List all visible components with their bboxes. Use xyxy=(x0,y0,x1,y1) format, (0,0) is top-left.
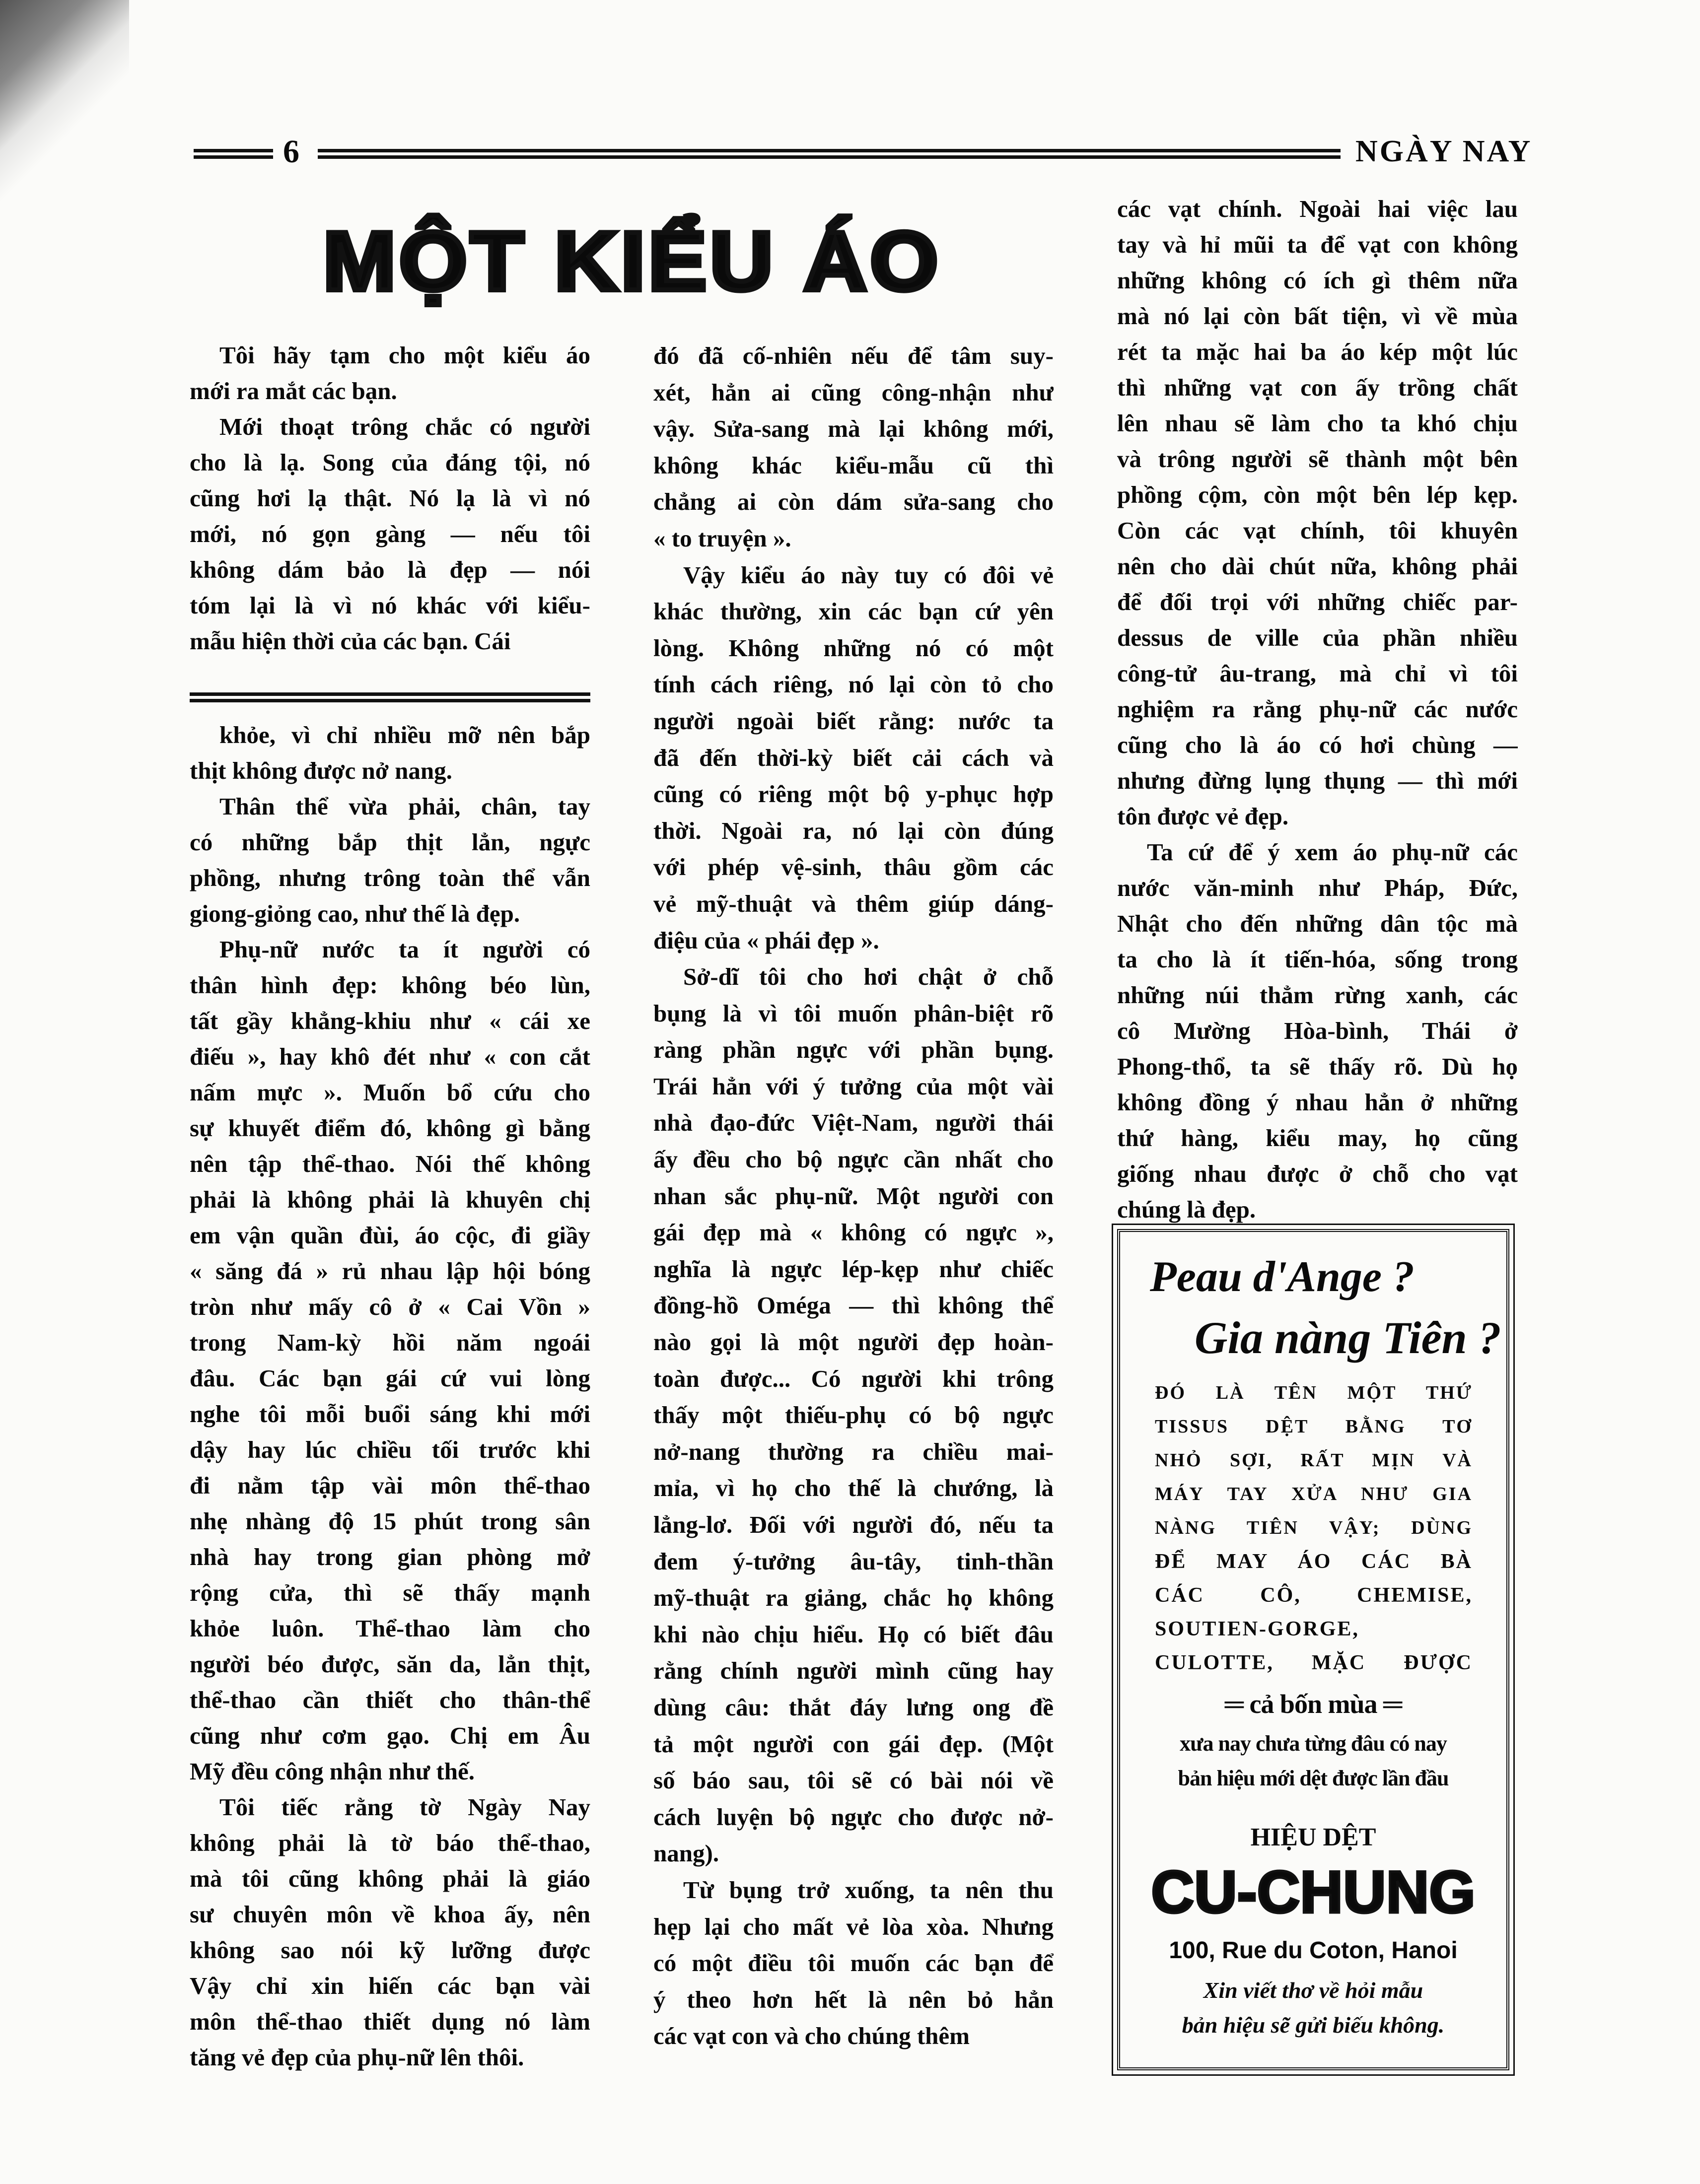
text-line: số báo sau, tôi sẽ có bài nói về xyxy=(653,1767,1054,1794)
text-line: vậy. Sửa-sang mà lại không mới, xyxy=(653,415,1054,443)
text-line: với phép vệ-sinh, thâu gồm các xyxy=(653,853,1054,881)
text-line: khỏe luôn. Thể-thao làm cho xyxy=(190,1615,590,1642)
ad-note-2: bản hiệu sẽ gửi biếu không. xyxy=(1182,2012,1445,2038)
text-line: mỉa, vì họ cho thế là chướng, là xyxy=(653,1474,1054,1502)
text-line: phồng cộm, còn một bên lép kẹp. xyxy=(1117,481,1518,508)
text-line: Còn các vạt chính, tôi khuyên xyxy=(1117,517,1518,544)
text-line: không đồng ý nhau hẳn ở những xyxy=(1117,1089,1518,1116)
text-line: rộng cửa, thì sẽ thấy mạnh xyxy=(190,1579,590,1606)
text-line: nghiệm ra rằng phụ-nữ các nước xyxy=(1117,695,1518,723)
text-line: toàn được... Có người khi trông xyxy=(653,1365,1054,1392)
text-line: chúng là đẹp. xyxy=(1117,1196,1256,1223)
ad-body-line: CULOTTE, MẶC ĐƯỢC xyxy=(1155,1651,1473,1674)
text-line: Sở-dĩ tôi cho hơi chật ở chỗ xyxy=(683,963,1054,991)
text-line: ấy đều cho bộ ngực cần nhất cho xyxy=(653,1146,1054,1173)
text-line: chẳng ai còn dám sửa-sang cho xyxy=(653,488,1054,516)
text-line: lẳng-lơ. Đối với người đó, nếu ta xyxy=(653,1511,1054,1538)
text-line: nhà hay trong gian phòng mở xyxy=(190,1543,590,1570)
text-line: cách luyện bộ ngực cho được nở- xyxy=(653,1803,1054,1831)
text-line: không dám bảo là đẹp — nói xyxy=(190,556,590,583)
text-line: không sao nói kỹ lưỡng được xyxy=(190,1936,590,1964)
text-line: gái đẹp mà « không có ngực », xyxy=(653,1219,1054,1246)
text-line: Phụ-nữ nước ta ít người có xyxy=(219,936,590,963)
text-line: mẫu hiện thời của các bạn. Cái xyxy=(190,627,511,655)
text-line: thời. Ngoài ra, nó lại còn đúng xyxy=(653,817,1054,844)
text-line: Mỹ đều công nhận như thế. xyxy=(190,1758,475,1785)
text-line: không phải là tờ báo thể-thao, xyxy=(190,1829,590,1856)
text-line: các vạt chính. Ngoài hai việc lau xyxy=(1117,195,1518,222)
ad-body-line: CÁC CÔ, CHEMISE, xyxy=(1155,1584,1473,1607)
text-line: thấy một thiếu-phụ có bộ ngực xyxy=(653,1401,1054,1429)
text-line: em vận quần đùi, áo cộc, đi giầy xyxy=(190,1222,590,1249)
text-line: cho là lạ. Song của đáng tội, nó xyxy=(190,449,590,476)
text-line: cũng như cơm gạo. Chị em Âu xyxy=(190,1722,590,1749)
text-line: « săng đá » rủ nhau lập hội bóng xyxy=(190,1257,590,1285)
text-line: xét, hẳn ai cũng công-nhận như xyxy=(653,378,1054,406)
header-rule-left xyxy=(194,149,273,159)
text-line: không khác kiểu-mẫu cũ thì xyxy=(653,451,1054,479)
text-line: Vậy chỉ xin hiến các bạn vài xyxy=(190,1972,590,1999)
column-divider-rule xyxy=(190,692,590,702)
text-line: phồng, nhưng trông toàn thể vẫn xyxy=(190,864,590,891)
text-line: công-tử âu-trang, mà chỉ vì tôi xyxy=(1117,660,1518,687)
advertisement-box xyxy=(1117,1229,1509,2070)
text-line: nang). xyxy=(653,1840,719,1867)
text-line: Mới thoạt trông chắc có người xyxy=(219,413,590,440)
text-line: khỏe, vì chỉ nhiều mỡ nên bắp xyxy=(219,721,590,749)
text-line: đồng-hồ Oméga — thì không thể xyxy=(653,1292,1054,1319)
ad-body-line: SOUTIEN-GORGE, xyxy=(1155,1618,1359,1640)
paragraph xyxy=(190,789,590,932)
ad-address: 100, Rue du Coton, Hanoi xyxy=(1169,1937,1458,1964)
text-line: Phong-thổ, ta sẽ thấy rõ. Dù họ xyxy=(1117,1053,1518,1080)
text-line: mà tôi cũng không phải là giáo xyxy=(190,1865,590,1892)
text-line: trong Nam-kỳ hồi năm ngoái xyxy=(190,1329,590,1356)
text-line: thể-thao cần thiết cho thân-thể xyxy=(190,1686,590,1713)
text-line: sư chuyên môn về khoa ấy, nên xyxy=(190,1901,590,1928)
text-line: nấm mực ». Muốn bổ cứu cho xyxy=(190,1079,590,1106)
text-line: dậy hay lúc chiều tối trước khi xyxy=(190,1436,590,1463)
page-number: 6 xyxy=(283,134,299,170)
ad-brand: CU-CHUNG xyxy=(1151,1859,1476,1925)
text-line: lòng. Không những nó có một xyxy=(653,634,1054,662)
text-line: thứ hàng, kiểu may, họ cũng xyxy=(1117,1124,1518,1152)
text-line: Từ bụng trở xuống, ta nên thu xyxy=(683,1876,1054,1904)
text-line: tất gầy khẳng-khiu như « cái xe xyxy=(190,1007,590,1034)
text-line: nào gọi là một người đẹp hoàn- xyxy=(653,1328,1054,1356)
text-line: nên cho dài chút nữa, không phải xyxy=(1117,552,1518,580)
text-line: mới, nó gọn gàng — nếu tôi xyxy=(190,520,590,547)
text-line: để đối trọi với những chiếc par- xyxy=(1117,588,1518,615)
text-line: và trông người sẽ thành một bên xyxy=(1117,445,1518,473)
text-line: Trái hẳn với ý tưởng của một vài xyxy=(653,1072,1054,1100)
text-line: cô Mường Hòa-bình, Thái ở xyxy=(1117,1017,1518,1044)
text-line: những núi thẳm rừng xanh, các xyxy=(1117,981,1518,1009)
text-line: Tôi tiếc rằng tờ Ngày Nay xyxy=(219,1793,590,1821)
text-line: đâu. Các bạn gái cứ vui lòng xyxy=(190,1365,590,1392)
paragraph xyxy=(1117,191,1518,834)
text-line: nhẹ nhàng độ 15 phút trong sân xyxy=(190,1507,590,1535)
text-line: nước văn-minh như Pháp, Đức, xyxy=(1117,874,1518,901)
text-line: bụng là vì tôi muốn phân-biệt rõ xyxy=(653,999,1054,1027)
text-line: khác thường, xin các bạn cứ yên xyxy=(653,598,1054,625)
ad-shop-label: HIỆU DỆT xyxy=(1250,1823,1376,1851)
paragraph xyxy=(190,1789,590,2075)
text-line: các vạt con và cho chúng thêm xyxy=(653,2022,970,2050)
text-line: đem ý-tưởng âu-tây, tinh-thần xyxy=(653,1547,1054,1575)
article-column-3 xyxy=(1117,191,1518,1228)
text-line: có những bắp thịt lẳn, ngực xyxy=(190,828,590,856)
text-line: nở-nang thường ra chiều mai- xyxy=(653,1437,1054,1465)
text-line: người ngoài biết rằng: nước ta xyxy=(653,707,1054,735)
paragraph xyxy=(653,557,1054,959)
text-line: đó đã cố-nhiên nếu để tâm suy- xyxy=(653,342,1054,369)
text-line: ta cho là ít tiến-hóa, sống trong xyxy=(1117,946,1518,973)
text-line: giong-giỏng cao, như thế là đẹp. xyxy=(190,900,520,927)
text-line: nghe tôi mỗi buổi sáng khi mới xyxy=(190,1400,590,1428)
ad-body-line: ĐÓ LÀ TÊN MỘT THỨ xyxy=(1155,1382,1473,1403)
text-line: ý theo hơn hết là nên bỏ hẳn xyxy=(653,1985,1054,2013)
text-line: ràng phần ngực với phần bụng. xyxy=(653,1036,1054,1064)
text-line: tóm lại là vì nó khác với kiểu- xyxy=(190,592,590,619)
ad-body-line: NHỎ SỢI, RẤT MỊN VÀ xyxy=(1155,1450,1473,1471)
text-line: hẹp lại cho mất vẻ lòa xòa. Nhưng xyxy=(653,1912,1054,1940)
ad-tagline-1: xưa nay chưa từng đâu có nay xyxy=(1180,1731,1447,1756)
text-line: mới ra mắt các bạn. xyxy=(190,377,397,405)
publication-name: NGÀY NAY xyxy=(1355,135,1533,168)
text-line: tròn như mấy cô ở « Cai Vồn » xyxy=(190,1293,590,1320)
paragraph xyxy=(190,932,590,1789)
text-line: phải là không phải là khuyên chị xyxy=(190,1186,590,1213)
text-line: cũng có riêng một bộ y-phục hợp xyxy=(653,780,1054,808)
text-line: đi nằm tập vài môn thể-thao xyxy=(190,1472,590,1499)
text-line: lên nhau sẽ làm cho ta khó chịu xyxy=(1117,410,1518,437)
text-line: « to truyện ». xyxy=(653,524,791,552)
text-line: cũng cho là áo có hơi chùng — xyxy=(1117,731,1518,758)
text-line: tính cách riêng, nó lại còn tỏ cho xyxy=(653,671,1054,698)
text-line: thân hình đẹp: không béo lùn, xyxy=(190,971,590,999)
text-line: giống nhau được ở chỗ cho vạt xyxy=(1117,1160,1518,1187)
text-line: điệu của « phái đẹp ». xyxy=(653,926,879,954)
paragraph xyxy=(653,1872,1054,2054)
text-line: nhà đạo-đức Việt-Nam, người thái xyxy=(653,1109,1054,1137)
text-line: vẻ mỹ-thuật và thêm giúp dáng- xyxy=(653,889,1054,917)
text-line: Nhật cho đến những dân tộc mà xyxy=(1117,910,1518,937)
text-line: nghĩa là ngực lép-kẹp như chiếc xyxy=(653,1255,1054,1283)
text-line: tả một người con gái đẹp. (Một xyxy=(653,1730,1054,1758)
text-line: mà nó lại còn bất tiện, vì về mùa xyxy=(1117,302,1518,330)
text-line: rằng chính người mình cũng hay xyxy=(653,1657,1054,1685)
text-line: tay và hỉ mũi ta để vạt con không xyxy=(1117,231,1518,258)
text-line: nên tập thể-thao. Nói thế không xyxy=(190,1150,590,1177)
text-line: những không có ích gì thêm nữa xyxy=(1117,267,1518,294)
ad-note-1: Xin viết thơ về hỏi mẫu xyxy=(1203,1978,1423,2003)
text-line: thì những vạt con ấy trồng chất xyxy=(1117,374,1518,401)
ad-body-line: TISSUS DỆT BẰNG TƠ xyxy=(1155,1416,1473,1437)
paragraph xyxy=(653,958,1054,1872)
ad-tagline-2: bản hiệu mới dệt được lần đầu xyxy=(1178,1766,1449,1790)
text-line: Thân thể vừa phải, chân, tay xyxy=(219,793,590,820)
text-line: môn thể-thao thiết dụng nó làm xyxy=(190,2008,590,2035)
text-line: người béo được, săn da, lẳn thịt, xyxy=(190,1650,590,1678)
text-line: Tôi hãy tạm cho một kiểu áo xyxy=(219,341,590,369)
text-line: tăng vẻ đẹp của phụ-nữ lên thôi. xyxy=(190,2044,524,2071)
text-line: cũng hơi lạ thật. Nó lạ là vì nó xyxy=(190,484,590,512)
article-title: MỘT KIỂU ÁO xyxy=(323,214,941,308)
header-rule xyxy=(318,149,1341,159)
paragraph xyxy=(190,409,590,659)
ad-body-line: ĐỂ MAY ÁO CÁC BÀ xyxy=(1155,1550,1473,1573)
text-line: Ta cứ để ý xem áo phụ-nữ các xyxy=(1147,838,1518,866)
text-line: thịt không được nở nang. xyxy=(190,757,452,784)
text-line: rét ta mặc hai ba áo kép một lúc xyxy=(1117,338,1518,365)
text-line: điếu », hay khô đét như « con cắt xyxy=(190,1043,590,1070)
text-line: nhan sắc phụ-nữ. Một người con xyxy=(653,1182,1054,1210)
paragraph xyxy=(190,338,590,409)
text-line: sự khuyết điểm đó, không gì bằng xyxy=(190,1114,590,1142)
paragraph xyxy=(190,717,590,789)
paragraph xyxy=(653,338,1054,557)
article-column-1-top xyxy=(190,338,590,659)
text-line: tôn được vẻ đẹp. xyxy=(1117,803,1289,830)
ad-body-line: MÁY TAY XỬA NHƯ GIA xyxy=(1155,1484,1473,1504)
text-line: có một điều tôi muốn các bạn để xyxy=(653,1949,1054,1977)
text-line: dùng câu: thắt đáy lưng ong đề xyxy=(653,1693,1054,1721)
article-column-1-bottom xyxy=(190,717,590,2075)
text-line: khi nào chịu hiểu. Họ có biết đâu xyxy=(653,1620,1054,1648)
ad-seasons: ═ cả bốn mùa ═ xyxy=(1224,1689,1402,1719)
text-line: dessus de ville của phần nhiều xyxy=(1117,624,1518,651)
scan-artifact xyxy=(0,0,129,208)
paragraph xyxy=(1117,834,1518,1228)
text-line: nhưng đừng lụng thụng — thì mới xyxy=(1117,767,1518,794)
text-line: đã đến thời-kỳ biết cải cách và xyxy=(653,744,1054,771)
article-column-2 xyxy=(653,338,1054,2054)
ad-headline-2: Gia nàng Tiên ? xyxy=(1195,1312,1501,1363)
text-line: mỹ-thuật ra giảng, chắc họ không xyxy=(653,1584,1054,1612)
ad-body-line: NÀNG TIÊN VẬY; DÙNG xyxy=(1155,1517,1473,1538)
ad-headline-1: Peau d'Ange ? xyxy=(1150,1253,1415,1301)
text-line: Vậy kiểu áo này tuy có đôi vẻ xyxy=(683,561,1054,589)
